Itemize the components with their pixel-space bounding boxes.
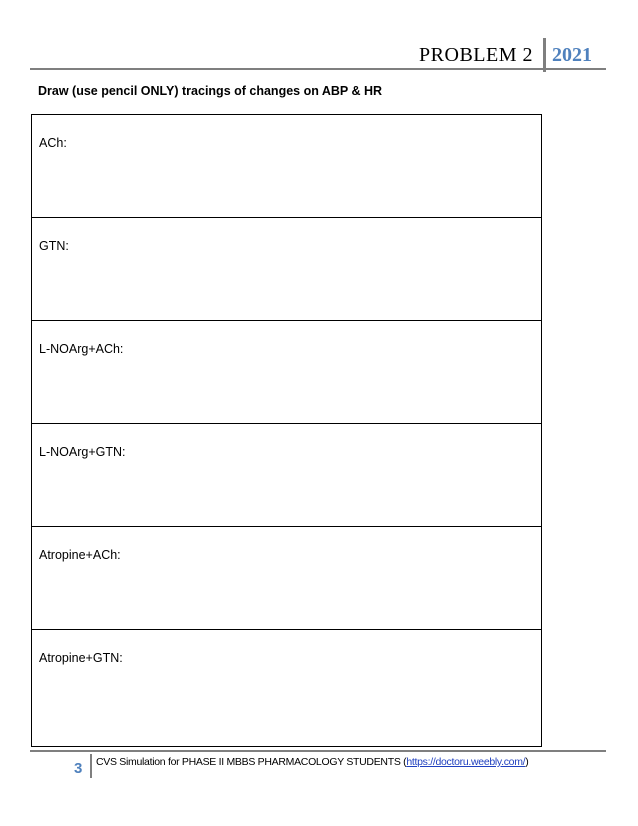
- tracing-row-atropine-gtn: [32, 630, 541, 747]
- page-number: 3: [74, 760, 83, 777]
- header-year: 2021: [552, 43, 592, 66]
- row-label: ACh:: [39, 136, 67, 150]
- row-label: L-NOArg+ACh:: [39, 342, 124, 356]
- footer-separator: [90, 754, 92, 778]
- tracing-table: [31, 114, 542, 747]
- header-title: PROBLEM 2: [419, 43, 533, 66]
- tracing-row-atropine-ach: [32, 527, 541, 630]
- row-label: Atropine+GTN:: [39, 651, 123, 665]
- footer-text-before: CVS Simulation for PHASE II MBBS PHARMACOLOGY STUDENTS (: [96, 756, 407, 768]
- row-label: L-NOArg+GTN:: [39, 445, 126, 459]
- page-footer: [74, 754, 528, 778]
- header-rule: [30, 68, 606, 70]
- footer-rule: [30, 750, 606, 752]
- tracing-row-lnoarg-gtn: [32, 424, 541, 527]
- page-header: [419, 38, 592, 72]
- header-separator: [543, 38, 546, 72]
- tracing-row-gtn: [32, 218, 541, 321]
- tracing-row-ach: [32, 115, 541, 218]
- footer-text-after: ): [525, 756, 529, 768]
- row-label: Atropine+ACh:: [39, 548, 121, 562]
- tracing-row-lnoarg-ach: [32, 321, 541, 424]
- footer-link[interactable]: https://doctoru.weebly.com/: [406, 756, 526, 768]
- row-label: GTN:: [39, 239, 69, 253]
- instruction-text: Draw (use pencil ONLY) tracings of changes on ABP & HR: [38, 84, 383, 98]
- footer-text: [96, 756, 528, 768]
